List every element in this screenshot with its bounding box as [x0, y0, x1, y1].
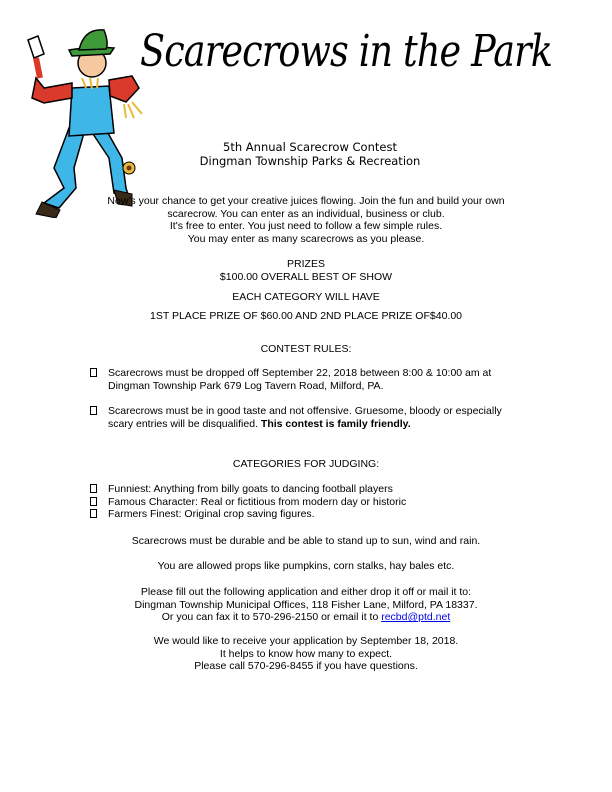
application-line: Please fill out the following application and either drop it off or mail it to: [140, 586, 472, 598]
category-item [90, 508, 530, 521]
rules-list [90, 367, 530, 430]
categories-list [90, 483, 530, 521]
categories-heading: CATEGORIES FOR JUDGING: [232, 458, 380, 470]
checkbox-bullet-icon [90, 484, 97, 493]
intro-line: You may enter as many scarecrows as you please. [187, 232, 425, 245]
checkbox-bullet-icon [90, 497, 97, 506]
category-text: Funniest: Anything from billy goats to dancing football players [108, 483, 393, 495]
application-instructions [90, 586, 522, 624]
rules-heading: CONTEST RULES: [260, 343, 352, 355]
prize-each-category: EACH CATEGORY WILL HAVE [232, 291, 380, 303]
rule-text-plain: scary entries will be disqualified. [108, 417, 261, 430]
rule-text: Dingman Township Park 679 Log Tavern Road, Milford, PA. [108, 379, 384, 392]
checkbox-bullet-icon [90, 406, 97, 415]
intro-line: It's free to enter. You just need to follow a few simple rules. [169, 220, 443, 232]
rule-text: Scarecrows must be dropped off September 22, 2018 between 8:00 & 10:00 am at [108, 367, 492, 379]
intro-line: Now's your chance to get your creative juices flowing. Join the fun and build your own [107, 195, 505, 207]
rule-text: Scarecrows must be in good taste and not offensive. Gruesome, bloody or especially [108, 405, 502, 417]
category-text: Farmers Finest: Original crop saving figures. [108, 508, 315, 520]
checkbox-bullet-icon [90, 368, 97, 377]
contact-phone-line: Please call 570-296-8455 if you have questions. [194, 660, 418, 672]
rule-text [108, 418, 530, 431]
family-friendly-note: This contest is family friendly. [260, 417, 411, 430]
scarecrow-illustration [14, 18, 144, 218]
intro-paragraph [90, 195, 522, 245]
prizes-section [90, 258, 522, 283]
fax-text: Or you can fax it to 570-296-2150 or email it to [161, 611, 382, 623]
contest-subtitle: 5th Annual Scarecrow Contest [223, 140, 397, 154]
intro-line: scarecrow. You can enter as an individual, business or club. [167, 207, 445, 220]
rule-item [90, 367, 530, 392]
closing-paragraph [90, 635, 522, 673]
checkbox-bullet-icon [90, 509, 97, 518]
email-link[interactable]: recbd@ptd.net [381, 611, 451, 623]
rule-item [90, 405, 530, 430]
category-text: Famous Character: Real or fictitious from modern day or historic [108, 495, 407, 508]
prize-overall: $100.00 OVERALL BEST OF SHOW [219, 270, 393, 283]
props-note: You are allowed props like pumpkins, corn stalks, hay bales etc. [157, 560, 455, 572]
page-title: Scarecrows in the Park [140, 26, 553, 77]
mailing-address: Dingman Township Municipal Offices, 118 Fisher Lane, Milford, PA 18337. [134, 598, 478, 611]
durable-note: Scarecrows must be durable and be able to stand up to sun, wind and rain. [131, 535, 481, 547]
closing-line: It helps to know how many to expect. [219, 647, 393, 660]
prize-places: 1ST PLACE PRIZE OF $60.00 AND 2ND PLACE PRIZE OF$40.00 [149, 310, 463, 322]
category-item [90, 496, 530, 509]
prizes-heading: PRIZES [287, 258, 325, 270]
organizer-subtitle: Dingman Township Parks & Recreation [199, 154, 421, 168]
application-line [90, 611, 522, 624]
deadline-line: We would like to receive your application by September 18, 2018. [153, 635, 459, 647]
category-item [90, 483, 530, 496]
